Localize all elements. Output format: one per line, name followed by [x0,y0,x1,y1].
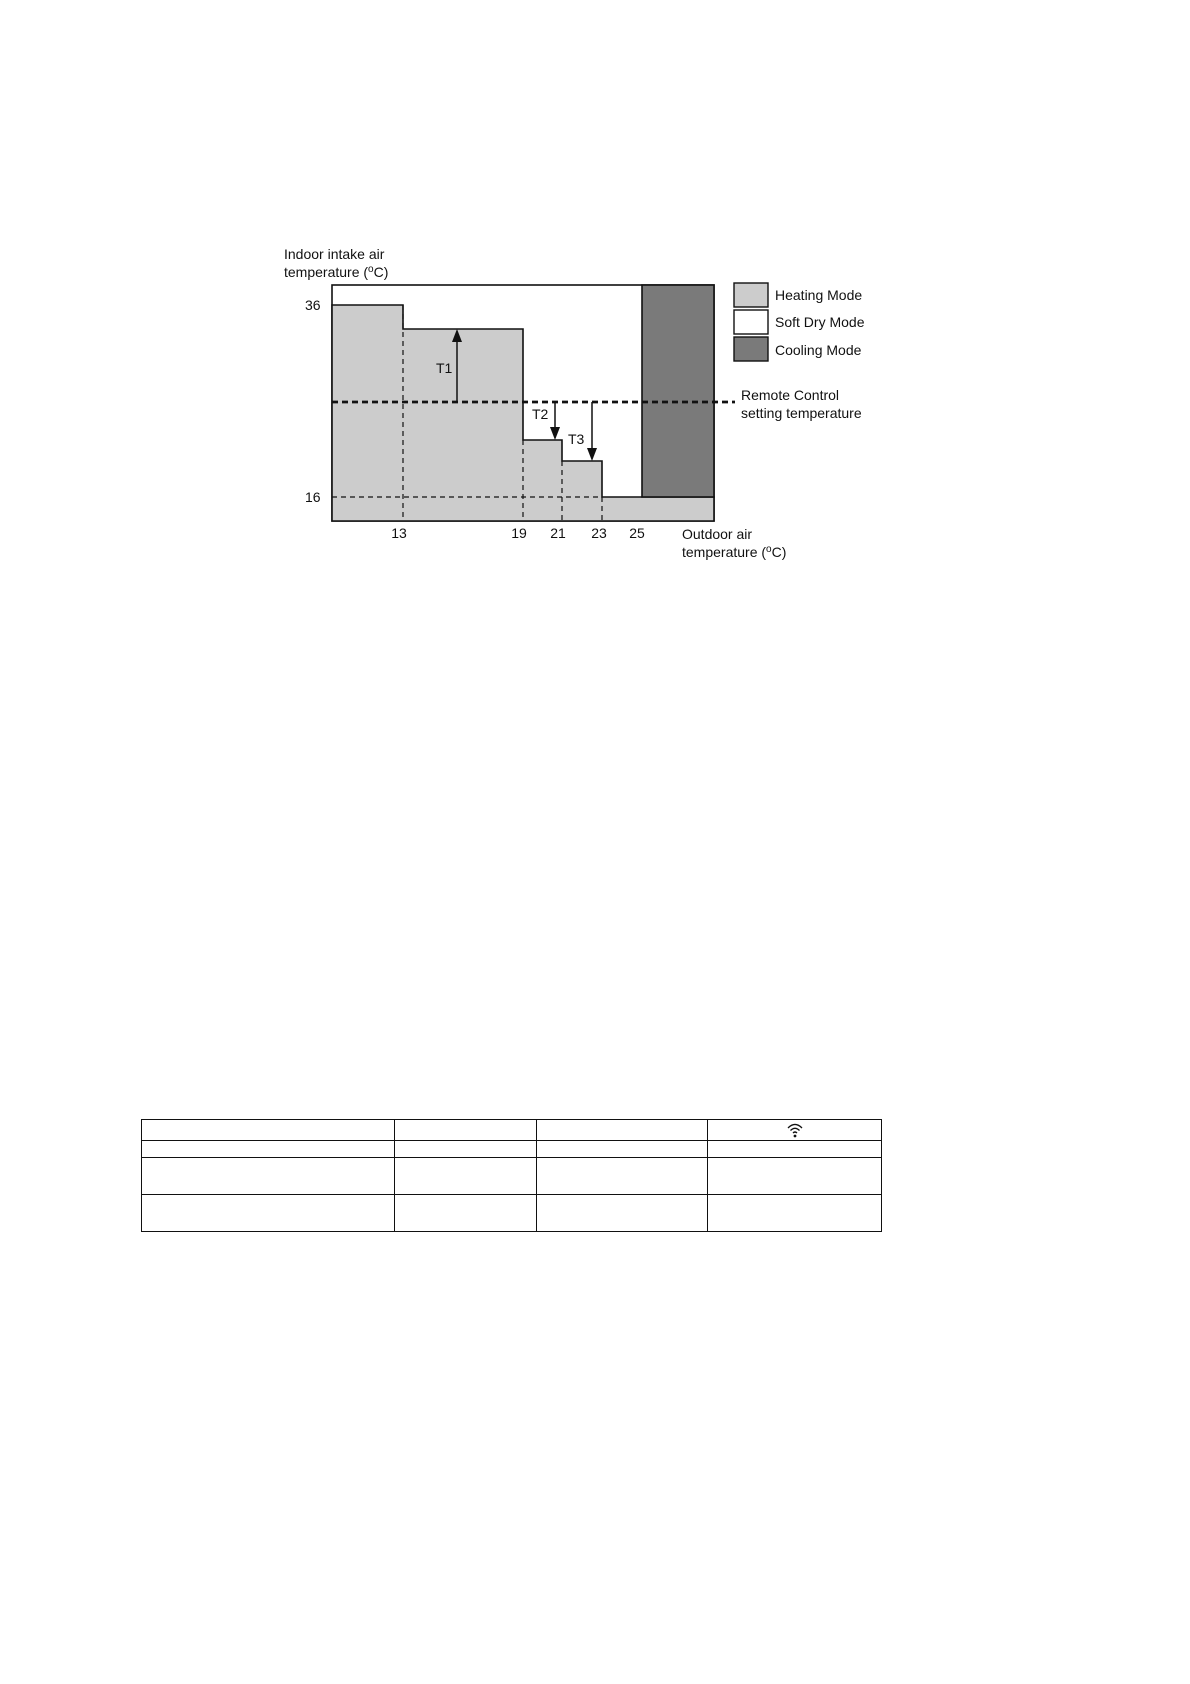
y-tick-label: 16 [305,489,321,505]
legend-label-heating: Heating Mode [775,287,863,303]
table-cell [395,1195,537,1232]
table-cell [395,1120,537,1141]
threshold-label-t1: T1 [436,360,453,376]
legend-label-cooling: Cooling Mode [775,342,862,358]
threshold-label-t2: T2 [532,406,549,422]
y-axis-label: temperature ($^o$C) [284,264,389,280]
table-cell [537,1158,708,1195]
setpoint-label: setting temperature [741,405,862,421]
table-row [142,1120,882,1141]
table-cell [142,1120,395,1141]
x-tick-label: 13 [391,525,407,541]
x-axis-label: Outdoor air [682,526,753,542]
table-cell [708,1158,882,1195]
table-cell [142,1195,395,1232]
table-cell [395,1141,537,1158]
legend-swatch-cooling [734,337,768,361]
x-tick-label: 19 [511,525,527,541]
table-cell [142,1141,395,1158]
x-tick-label: 23 [591,525,607,541]
legend-swatch-heating [734,283,768,307]
setpoint-label: Remote Control [741,387,840,403]
table-cell [537,1120,708,1141]
threshold-label-t3: T3 [568,431,585,447]
table-cell [537,1195,708,1232]
legend-swatch-soft-dry [734,310,768,334]
table-row [142,1158,882,1195]
table-cell [708,1195,882,1232]
y-tick-label: 36 [305,297,321,313]
x-tick-label: 21 [550,525,566,541]
operation-mode-diagram [0,0,1190,620]
table-row [142,1195,882,1232]
wifi-icon [786,1122,804,1138]
x-axis-label: temperature ($^o$C) [682,544,787,560]
table-cell [708,1120,882,1141]
table-cell [142,1158,395,1195]
table-row [142,1141,882,1158]
table-cell [537,1141,708,1158]
table-cell [395,1158,537,1195]
cooling-region [642,285,714,497]
table-cell [708,1141,882,1158]
x-tick-label: 25 [629,525,645,541]
legend [734,283,865,361]
legend-label-soft-dry: Soft Dry Mode [775,314,865,330]
y-axis-label: Indoor intake air [284,246,385,262]
mode-table [141,1119,882,1232]
